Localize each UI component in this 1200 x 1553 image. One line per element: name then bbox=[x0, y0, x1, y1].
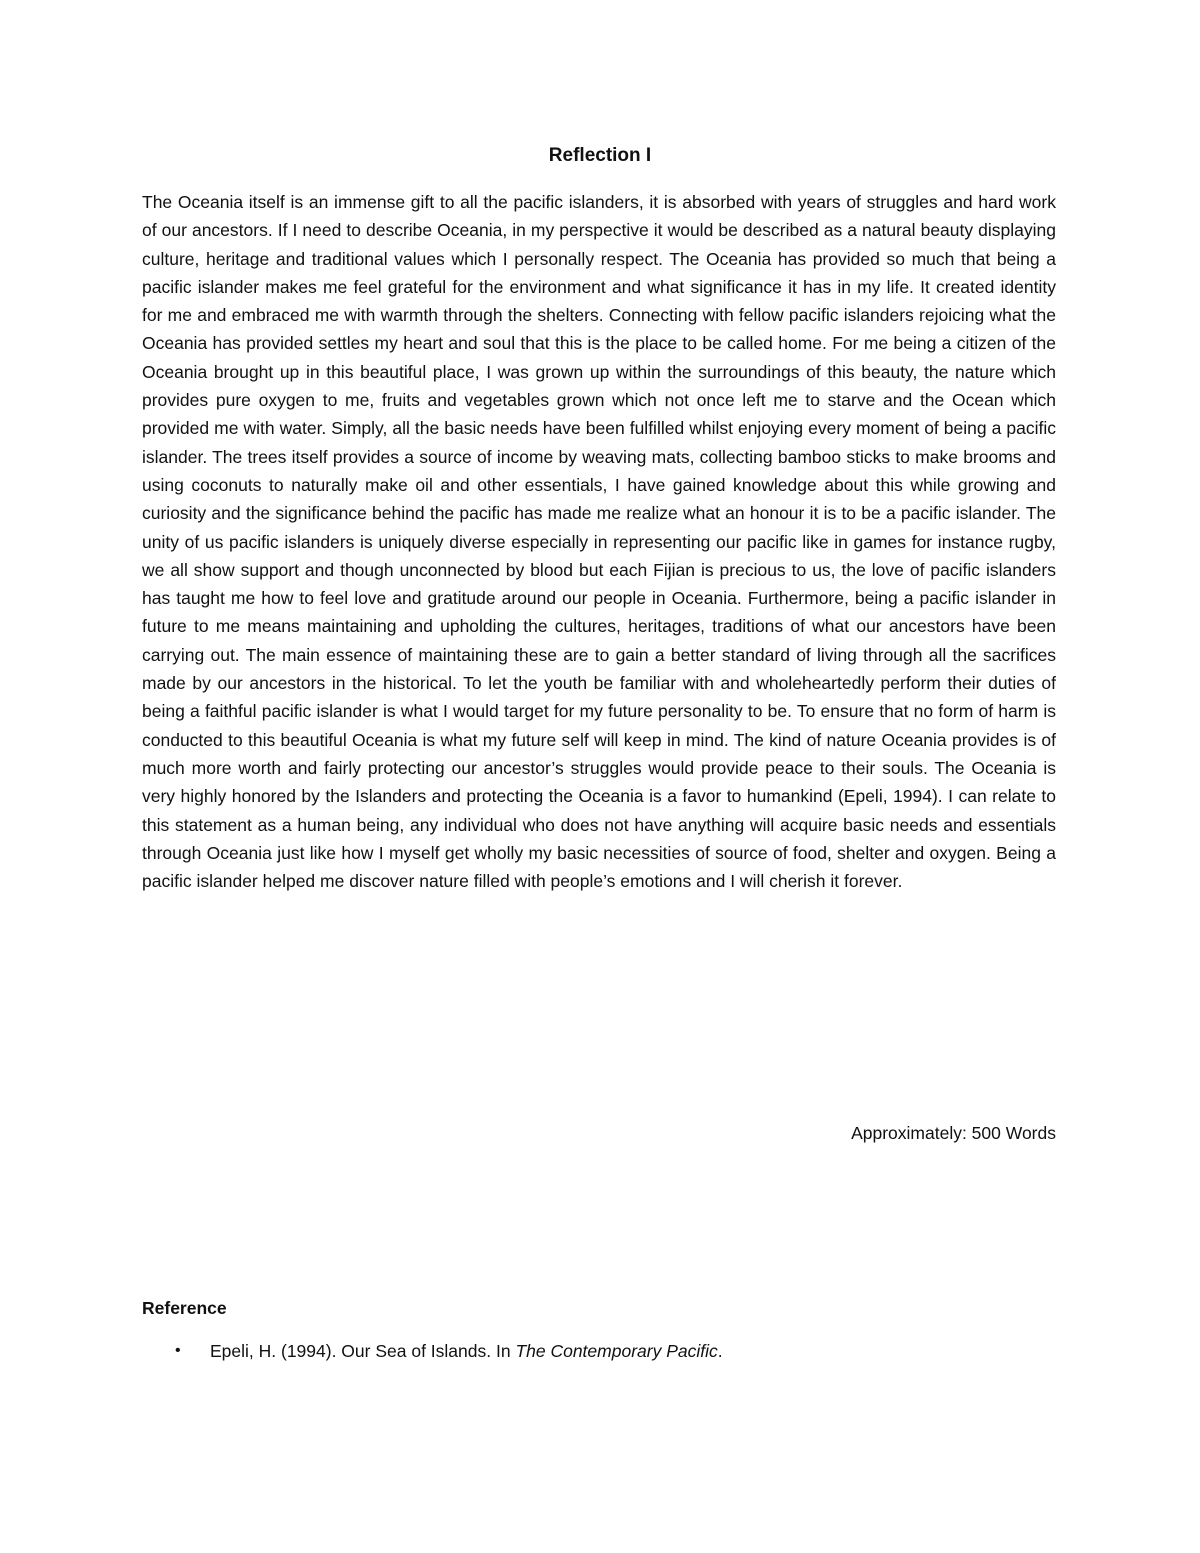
reference-item bbox=[142, 1337, 1056, 1365]
bullet-icon: • bbox=[175, 1342, 181, 1359]
document-title: Reflection I bbox=[548, 145, 652, 166]
word-count-note: Approximately: 500 Words bbox=[851, 1123, 1056, 1143]
reference-source-title: The Contemporary Pacific bbox=[515, 1341, 718, 1361]
reference-list bbox=[142, 1337, 1056, 1365]
reference-end-punctuation: . bbox=[717, 1341, 723, 1361]
reflection-paragraph: The Oceania itself is an immense gift to all the pacific islanders, it is absorbed with years of struggles and hard work of our ancestors. If I need to describe Oceania, in my perspective it would be described as a natural beauty displaying culture, heritage and traditional values which I personally respect. The Oceania has provided so much that being a pacific islander makes me feel grateful for the environment and what significance it has in my life. It created identity for me and embraced me with warmth through the shelters. Connecting with fellow pacific islanders rejoicing what the Oceania has provided settles my heart and soul that this is the place to be called home. For me being a citizen of the Oceania brought up in this beautiful place, I was grown up within the surroundings of this beauty, the nature which provides pure oxygen to me, fruits and vegetables grown which not once left me to starve and the Ocean which provided me with water. Simply, all the basic needs have been fulfilled whilst enjoying every moment of being a pacific islander. The trees itself provides a source of income by weaving mats, collecting bamboo sticks to make brooms and using coconuts to naturally make oil and other essentials, I have gained knowledge about this while growing and curiosity and the significance behind the pacific has made me realize what an honour it is to be a pacific islander. The unity of us pacific islanders is uniquely diverse especially in representing our pacific like in games for instance rugby, we all show support and though unconnected by blood but each Fijian is precious to us, the love of pacific islanders has taught me how to feel love and gratitude around our people in Oceania. Furthermore, being a pacific islander in future to me means maintaining and upholding the cultures, heritages, traditions of what our ancestors have been carrying out. The main essence of maintaining these are to gain a better standard of living through all the sacrifices made by our ancestors in the historical. To let the youth be familiar with and wholeheartedly perform their duties of being a faithful pacific islander is what I would target for my future personality to be. To ensure that no form of harm is conducted to this beautiful Oceania is what my future self will keep in mind. The kind of nature Oceania provides is of much more worth and fairly protecting our ancestor’s struggles would provide peace to their souls. The Oceania is very highly honored by the Islanders and protecting the Oceania is a favor to humankind (Epeli, 1994). I can relate to this statement as a human being, any individual who does not have anything will acquire basic needs and essentials through Oceania just like how I myself get wholly my basic necessities of source of food, shelter and oxygen. Being a pacific islander helped me discover nature filled with people’s emotions and I will cherish it forever. bbox=[142, 192, 1056, 892]
reference-heading: Reference bbox=[142, 1298, 227, 1318]
reference-text: Epeli, H. (1994). Our Sea of Islands. In bbox=[210, 1341, 516, 1361]
